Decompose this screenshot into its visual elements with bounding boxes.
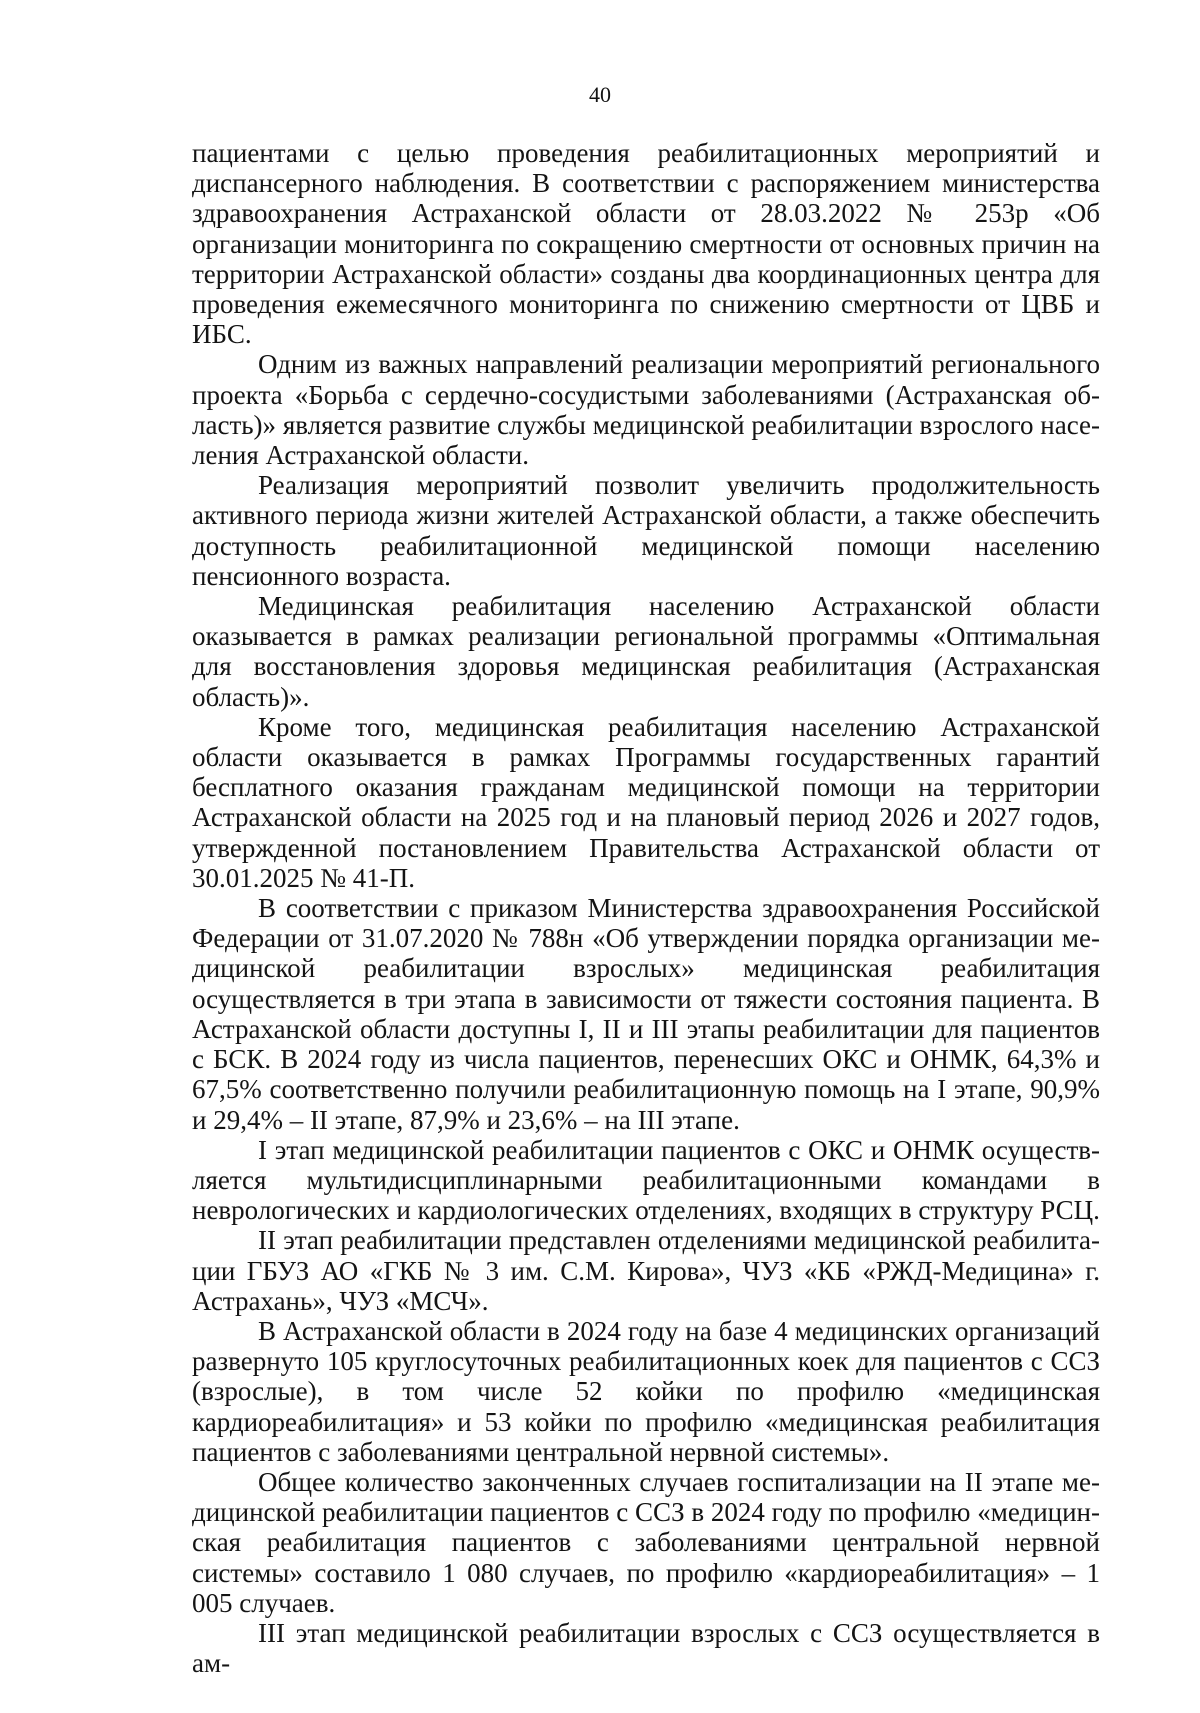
paragraph: Одним из важных направлений реализации мероприятий регионального проекта «Борьба с сердечно-сосудистыми заболеваниями (Астраханская область)» является развитие службы медицинской реабилитации взрослого населения Астраханской области. [192, 349, 1100, 471]
page-number: 40 [589, 82, 611, 107]
paragraph: В Астраханской области в 2024 году на базе 4 медицинских организаций развернуто 105 круглосуточных реабилитационных коек для пациентов с ССЗ (взрослые), в том числе 52 койки по профилю «медицинская кардиореабилитация» и 53 койки по профилю «медицинская реабилитация пациентов с заболеваниями центральной нервной системы». [192, 1315, 1100, 1467]
paragraph-truncated: III этап медицинской реабилитации взрослых с ССЗ осуществляется в ам- [192, 1617, 1100, 1679]
paragraph: Кроме того, медицинская реабилитация населению Астраханской области оказывается в рамках Программы государственных гарантий бесплатного оказания гражданам медицинской помощи на территории Астраханской области на 2025 год и на плановый период 2026 и 2027 годов, утвержденной постановлением Правительства Астраханской области от 30.01.2025 № 41-П. [192, 711, 1100, 893]
paragraph: Общее количество законченных случаев госпитализации на II этапе медицинской реабилитации пациентов с ССЗ в 2024 году по профилю «медицинская реабилитация пациентов с заболеваниями центральной нервной системы» составило 1 080 случаев, по профилю «кардиореабилитация» – 1 005 случаев. [192, 1466, 1100, 1618]
paragraph: I этап медицинской реабилитации пациентов с ОКС и ОНМК осуществляется мультидисциплинарными реабилитационными командами в неврологических и кардиологических отделениях, входящих в структуру РСЦ. [192, 1134, 1100, 1226]
paragraph: В соответствии с приказом Министерства здравоохранения Российской Федерации от 31.07.2020 № 788н «Об утверждении порядка организации медицинской реабилитации взрослых» медицинская реабилитация осуществляется в три этапа в зависимости от тяжести состояния пациента. В Астраханской области доступны I, II и III этапы реабилитации для пациентов с БСК. В 2024 году из числа пациентов, перенесших ОКС и ОНМК, 64,3% и 67,5% соответственно получили реабилитационную помощь на I этапе, 90,9% и 29,4% – II этапе, 87,9% и 23,6% – на III этапе. [192, 893, 1100, 1135]
paragraph: Медицинская реабилитация населению Астраханской области оказывается в рамках реализации региональной программы «Оптимальная для восстановления здоровья медицинская реабилитация (Астраханская область)». [192, 591, 1100, 712]
paragraph-continued: пациентами с целью проведения реабилитационных мероприятий и диспансерного наблюдения. В соответствии с распоряжением министерства здравоохранения Астраханской области от 28.03.2022 № 253р «Об организации мониторинга по сокращению смертности от основных причин на территории Астраханской области» созданы два координационных центра для проведения ежемесячного мониторинга по снижению смертности от ЦВБ и ИБС. [192, 138, 1100, 350]
paragraph: II этап реабилитации представлен отделениями медицинской реабилитации ГБУЗ АО «ГКБ № 3 им. С.М. Кирова», ЧУЗ «КБ «РЖД-Медицина» г. Астрахань», ЧУЗ «МСЧ». [192, 1225, 1100, 1316]
paragraph: Реализация мероприятий позволит увеличить продолжительность активного периода жизни жителей Астраханской области, а также обеспечить доступность реабилитационной медицинской помощи населению пенсионного возраста. [192, 470, 1100, 591]
document-body [192, 138, 1100, 1678]
